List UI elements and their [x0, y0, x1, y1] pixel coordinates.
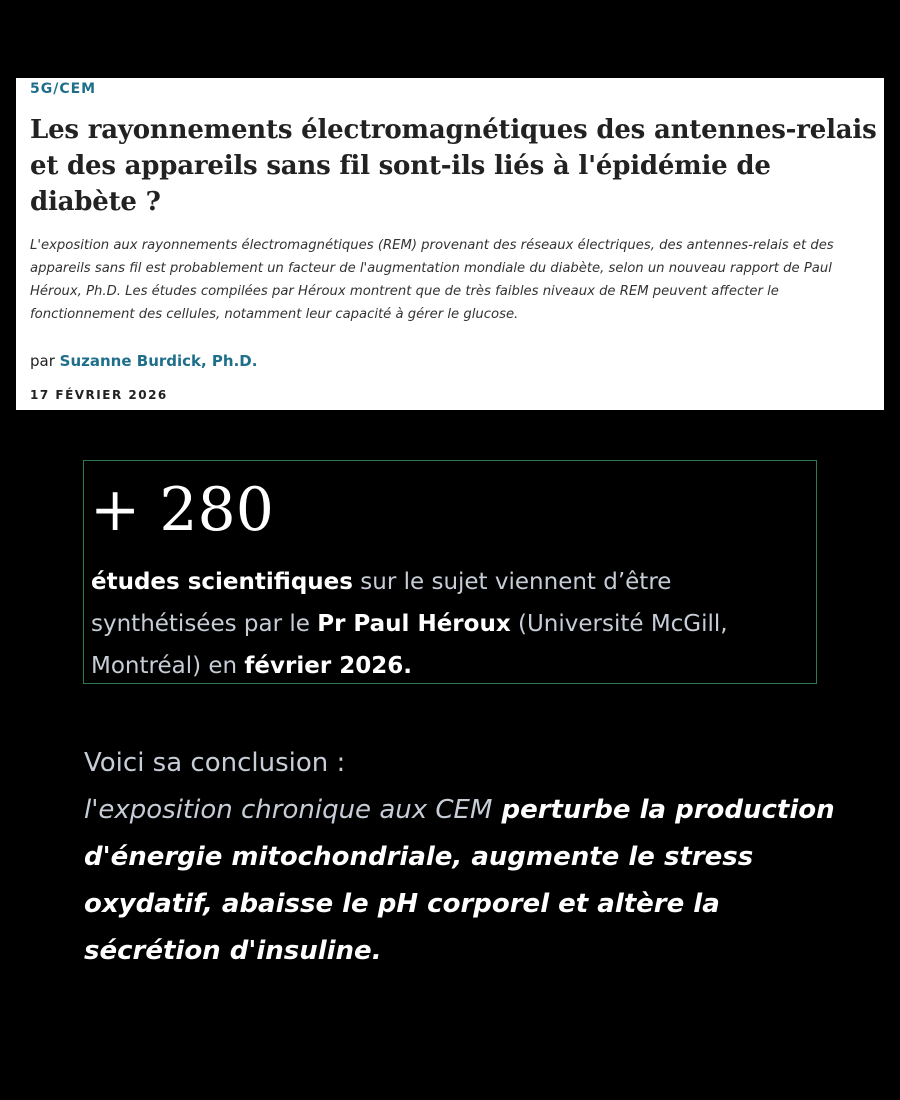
author-link[interactable]: Suzanne Burdick, Ph.D.	[59, 352, 258, 370]
publish-date: 17 FÉVRIER 2026	[30, 388, 168, 402]
conclusion-strong: perturbe la production d'énergie mitochondriale, augmente le stress oxydatif, abaisse le pH corporel et altère la sécrétion d'insuline.	[84, 795, 835, 966]
stat-text-1: sur le sujet viennent d’être synthétisées par le	[91, 569, 672, 637]
byline	[30, 352, 257, 370]
stat-bold-author: Pr Paul Héroux	[317, 611, 511, 637]
category-kicker[interactable]: 5G/CEM	[30, 81, 97, 97]
article-headline[interactable]: Les rayonnements électromagnétiques des antennes-relais et des appareils sans fil sont-ils liés à l'épidémie de diabète ?	[30, 115, 877, 217]
byline-prefix: par	[30, 352, 55, 370]
stat-text-2: (Université McGill, Montréal) en	[91, 611, 728, 679]
stat-text	[91, 561, 811, 687]
stat-box	[83, 460, 817, 684]
article-card	[16, 78, 884, 410]
conclusion-intro: Voici sa conclusion :	[84, 748, 346, 778]
stat-bold-date: février 2026.	[244, 653, 412, 679]
conclusion-text	[84, 740, 844, 975]
stat-bold-studies: études scientifiques	[91, 569, 353, 595]
stat-number: + 280	[90, 475, 274, 545]
conclusion-italic: l'exposition chronique aux CEM	[84, 795, 493, 825]
article-summary: L'exposition aux rayonnements électromagnétiques (REM) provenant des réseaux électriques, des antennes-relais et des appareils sans fil est probablement un facteur de l'augmentation mondiale du diabète, selon un nouveau rapport de Paul Héroux, Ph.D. Les études compilées par Héroux montrent que de très faibles niveaux de REM peuvent affecter le fonctionnement des cellules, notamment leur capacité à gérer le glucose.	[30, 238, 834, 322]
